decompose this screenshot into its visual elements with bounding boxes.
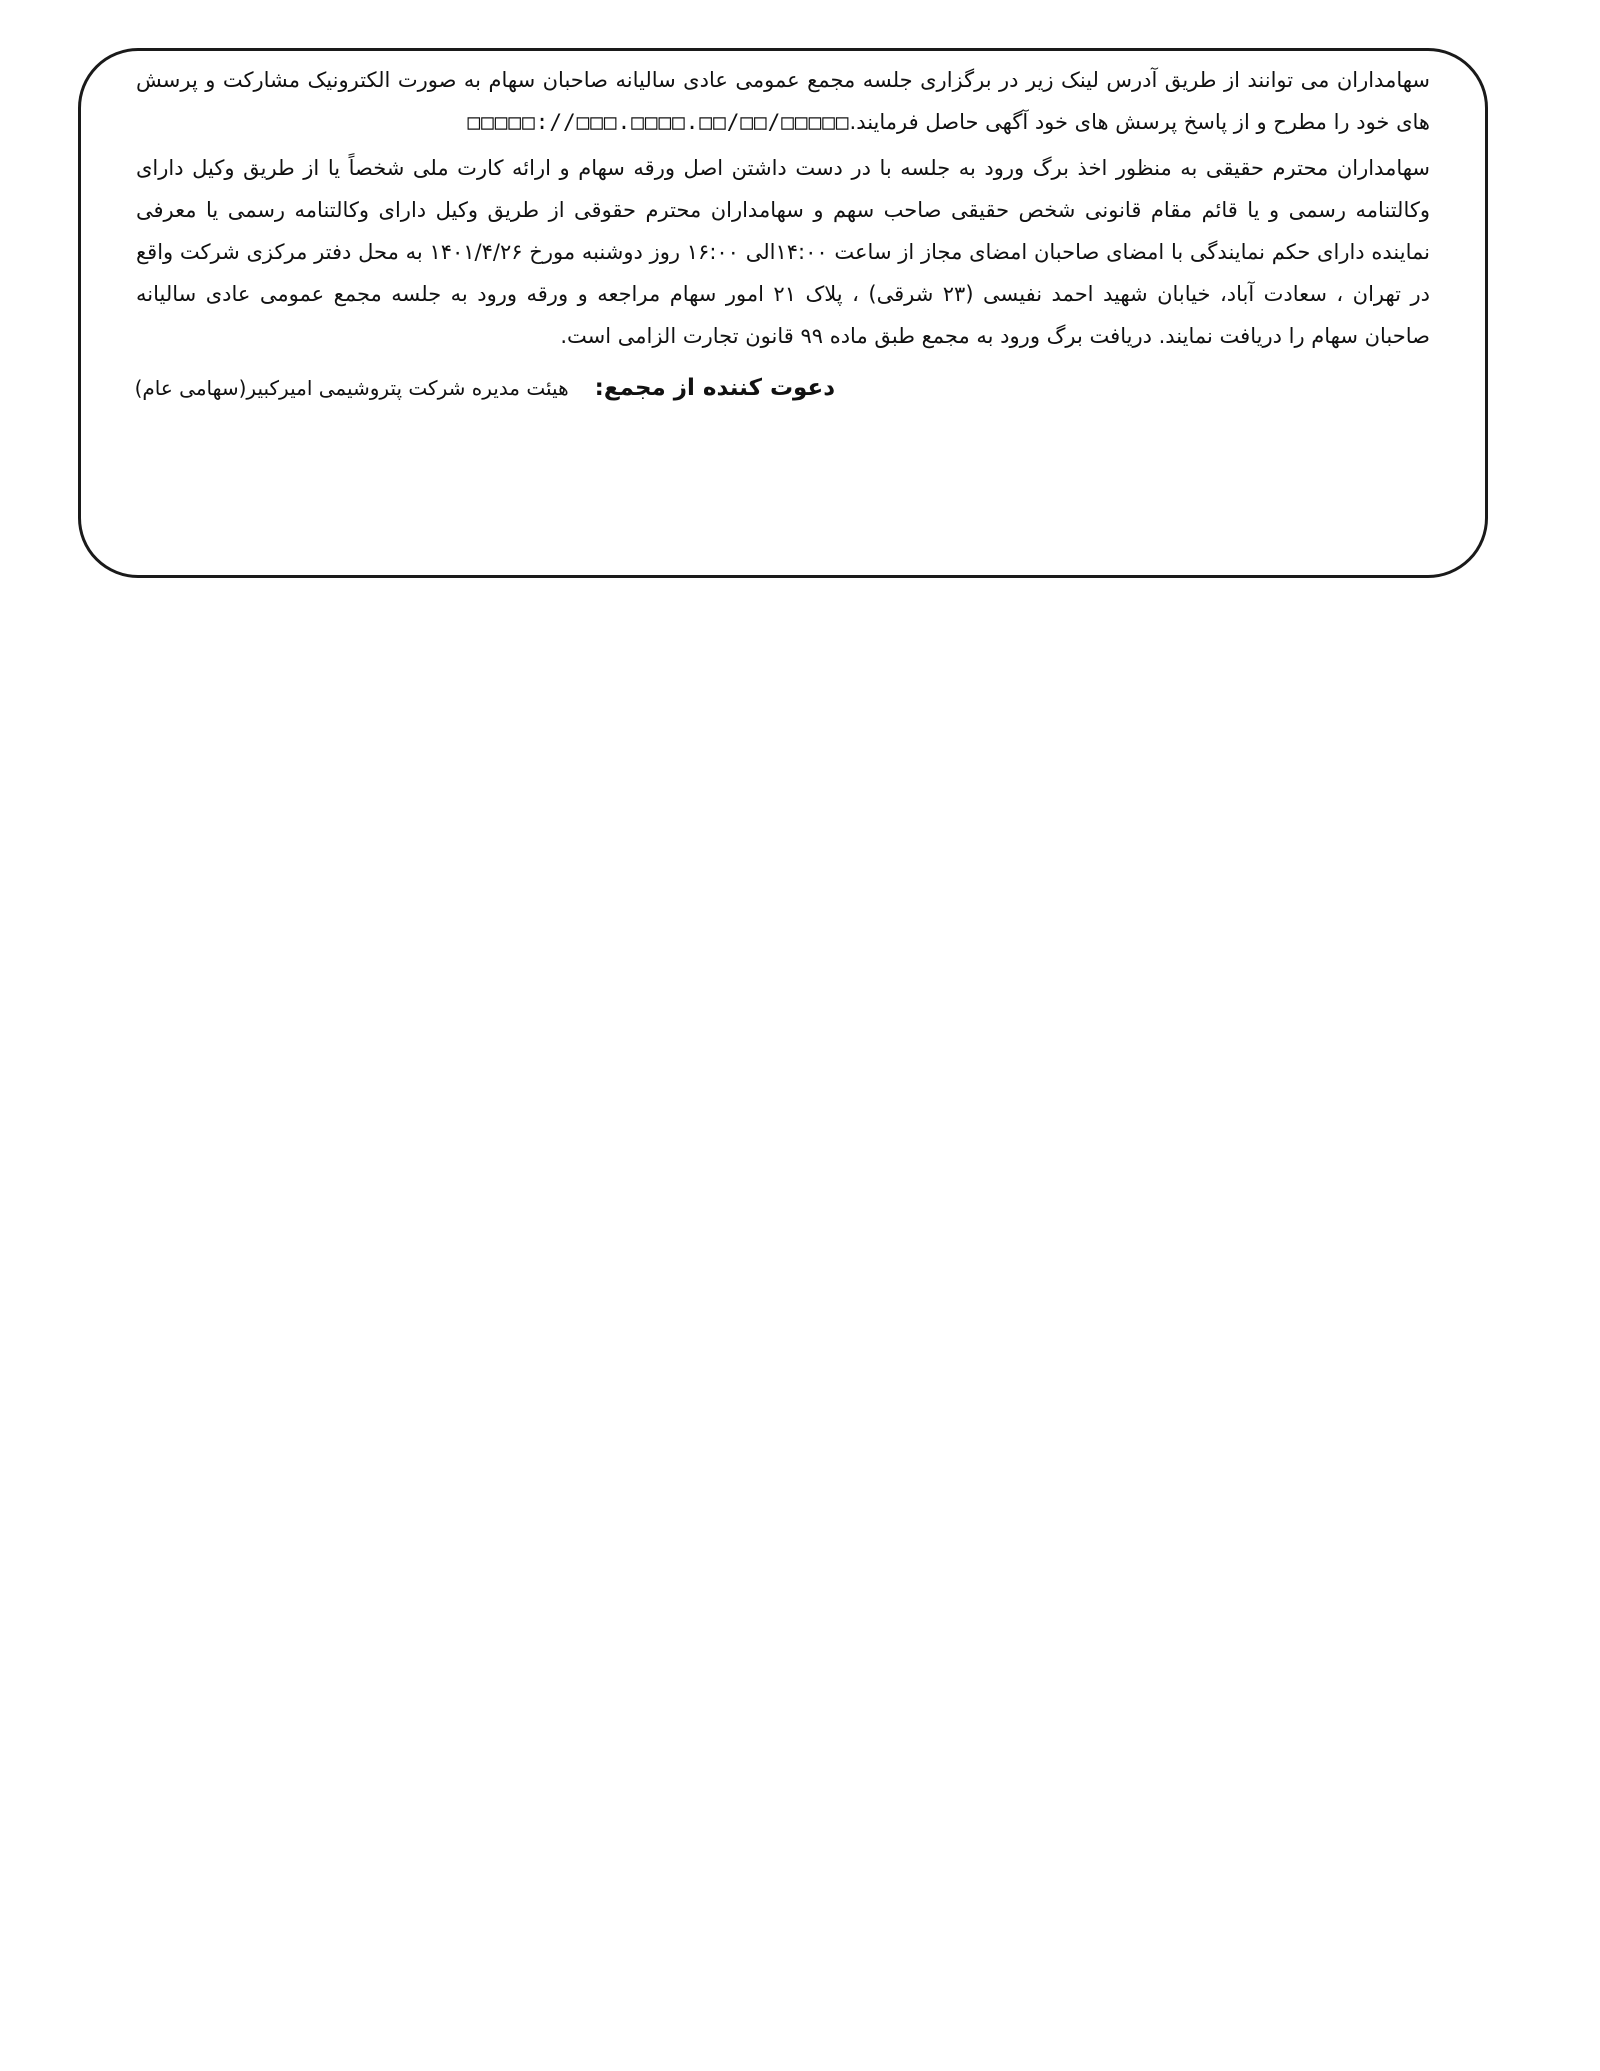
signature (136, 375, 1430, 401)
notice-body (136, 59, 1430, 357)
notice-box (78, 48, 1488, 578)
meeting-link[interactable]: □□□□□://□□□.□□□□.□□/□□/□□□□□ (467, 110, 850, 134)
signature-value: هیئت مدیره شرکت پتروشیمی امیرکبیر(سهامی عام) (134, 376, 569, 400)
paragraph-entry-card: سهامداران محترم حقیقی به منظور اخذ برگ ورود به جلسه با در دست داشتن اصل ورقه سهام و ارائه کارت ملی شخصاً یا از طریق وکیل دارای وکالتنامه رسمی و یا قائم مقام قانونی شخص حقیقی صاحب سهم و سهامداران محترم حقوقی از طریق وکیل دارای وکالتنامه رسمی یا معرفی نماینده دارای حکم نمایندگی با امضای صاحبان امضای مجاز از ساعت ۱۴:۰۰الی ۱۶:۰۰ روز دوشنبه مورخ ۱۴۰۱/۴/۲۶ به محل دفتر مرکزی شرکت واقع در تهران ، سعادت آباد، خیابان شهید احمد نفیسی (۲۳ شرقی) ، پلاک ۲۱ امور سهام مراجعه و ورقه ورود به جلسه مجمع عمومی عادی سالیانه صاحبان سهام را دریافت نمایند. دریافت برگ ورود به مجمع طبق ماده ۹۹ قانون تجارت الزامی است. (136, 156, 1430, 348)
paragraph-electronic-participation-text: سهامداران می توانند از طریق آدرس لینک زیر در برگزاری جلسه مجمع عمومی عادی سالیانه صاحبان سهام به صورت الکترونیک مشارکت و پرسش های خود را مطرح و از پاسخ پرسش های خود آگهی حاصل فرمایند. (136, 68, 1430, 134)
paragraph-electronic-participation (136, 59, 1430, 143)
signature-label: دعوت کننده از مجمع: (594, 375, 835, 401)
